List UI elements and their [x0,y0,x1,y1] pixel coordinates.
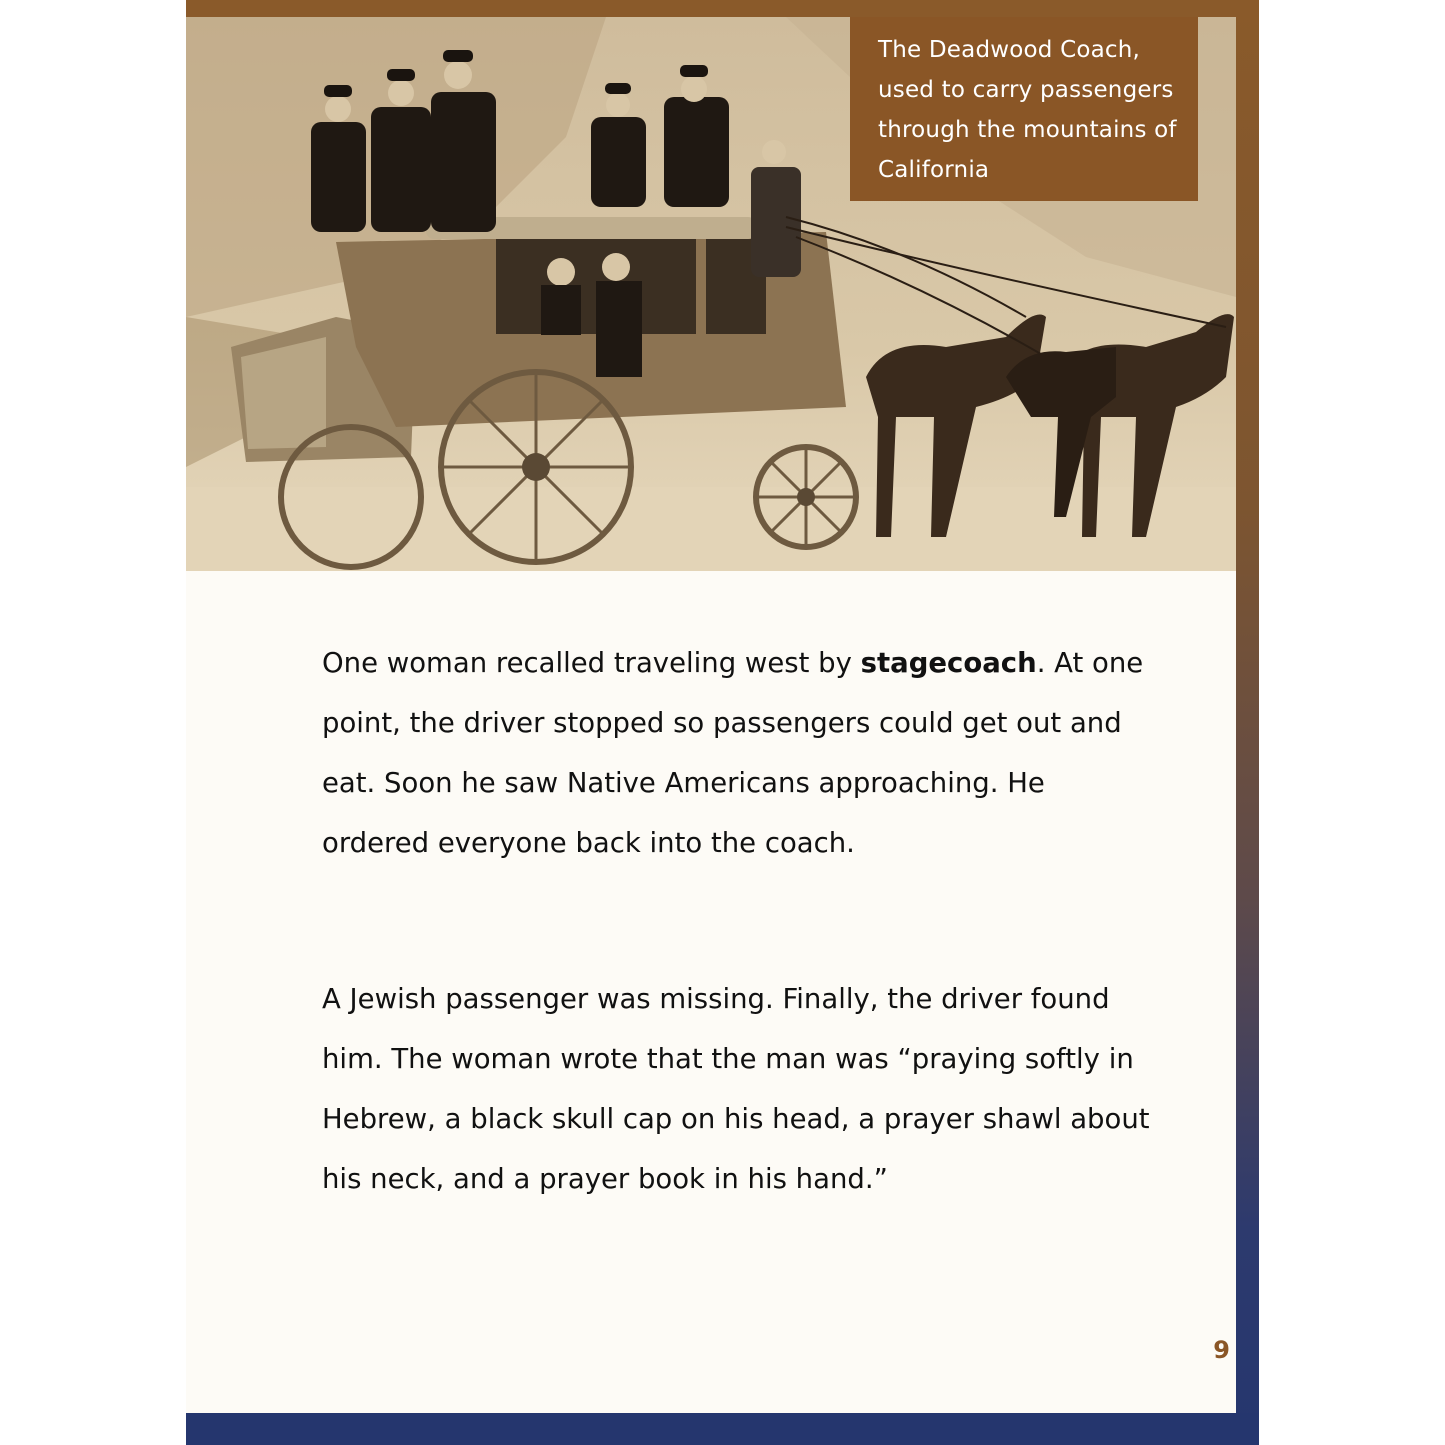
stagecoach-photo [186,17,1236,571]
page-content [186,17,1236,1413]
paragraph-1-rest: . At one point, the driver stopped so passengers could get out and eat. Soon he saw Native Americans approaching. He ordered everyone back into the coach. [322,647,1144,859]
page-number: 9 [1213,1336,1230,1364]
book-page [186,0,1259,1445]
vocabulary-word-stagecoach: stagecoach [860,647,1037,679]
paragraph-2: A Jewish passenger was missing. Finally, the driver found him. The woman wrote that the man was “praying softly in Hebrew, a black skull cap on his head, a prayer shawl about his neck, and a prayer book in his hand.” [322,983,1150,1195]
photo-caption: The Deadwood Coach, used to carry passengers through the mountains of California [878,37,1177,183]
photo-caption-box [850,17,1198,201]
bottom-color-band [186,1413,1259,1445]
paragraph-1-start: One woman recalled traveling west by [322,647,861,679]
paragraph-1 [322,633,1152,873]
